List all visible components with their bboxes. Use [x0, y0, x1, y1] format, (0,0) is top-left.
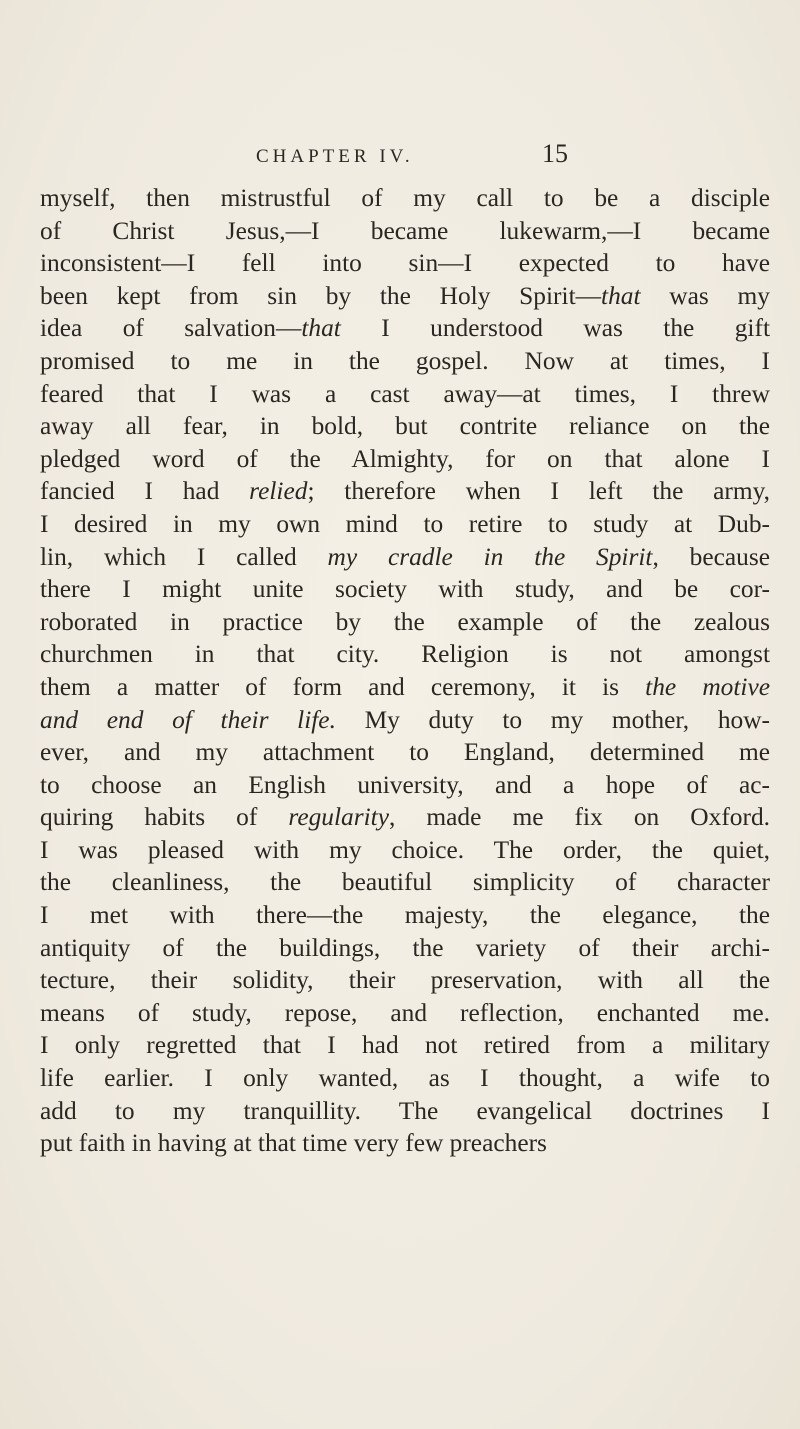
text-segment: of Christ Jesus,—I became lukewarm,—I became [40, 216, 770, 245]
text-line [40, 182, 770, 215]
page-number: 15 [542, 139, 568, 168]
text-segment: pledged word of the Almighty, for on that alone I [40, 444, 770, 473]
italic-text: my cradle in the Spirit [327, 542, 653, 571]
text-segment: myself, then mistrustful of my call to be a disciple [40, 184, 770, 212]
text-line [40, 1062, 770, 1095]
text-segment: ever, and my attachment to England, determined me [40, 738, 770, 767]
text-line [40, 638, 770, 671]
text-segment: tecture, their solidity, their preservation, with all the [40, 966, 770, 995]
text-line [40, 247, 770, 280]
text-line [40, 378, 770, 411]
text-segment: life earlier. I only wanted, as I thought, a wife to [40, 1064, 770, 1093]
text-line [40, 899, 770, 932]
text-segment: been kept from sin by the Holy Spirit— [40, 281, 602, 310]
text-line [40, 345, 770, 378]
text-segment: promised to me in the gospel. Now at times, I [40, 346, 770, 375]
text-segment: feared that I was a cast away—at times, I threw [40, 379, 770, 408]
text-segment: churchmen in that city. Religion is not amongst [40, 640, 770, 669]
text-line [40, 704, 770, 737]
text-line [40, 834, 770, 867]
text-segment: I desired in my own mind to retire to study at Dub- [40, 509, 770, 538]
text-segment: lin, which I called [40, 542, 328, 571]
text-line [40, 1029, 770, 1062]
text-segment: away all fear, in bold, but contrite reliance on the [40, 412, 770, 441]
text-segment: put faith in having at that time very few preachers [40, 1129, 547, 1158]
italic-text: regularity [288, 803, 389, 832]
text-line [40, 769, 770, 802]
text-segment: add to my tranquillity. The evangelical doctrines I [40, 1096, 770, 1125]
text-line [40, 541, 770, 574]
text-line [40, 312, 770, 345]
italic-text: the motive [645, 672, 771, 701]
text-segment: antiquity of the buildings, the variety of their archi- [40, 933, 770, 962]
text-line [40, 280, 770, 313]
text-line [40, 801, 770, 834]
text-line [40, 606, 770, 639]
text-segment: , made me fix on Oxford. [388, 803, 770, 832]
text-segment: fancied I had [40, 477, 250, 506]
text-segment: them a matter of form and ceremony, it is [40, 672, 646, 701]
text-line [40, 410, 770, 443]
text-segment: , because [652, 542, 770, 571]
text-line [40, 475, 770, 508]
text-segment: the cleanliness, the beautiful simplicity of character [40, 868, 770, 897]
text-line [40, 964, 770, 997]
text-segment: I understood was the gift [340, 314, 770, 343]
text-segment: My duty to my mother, how- [335, 705, 770, 734]
italic-text: that [301, 314, 341, 343]
text-segment: ; therefore when I left the army, [307, 477, 770, 506]
italic-text: and end of their life. [40, 705, 336, 734]
text-segment: means of study, repose, and reflection, enchanted me. [40, 998, 770, 1027]
text-segment: I was pleased with my choice. The order, the quiet, [40, 835, 770, 864]
text-segment: quiring habits of [40, 803, 289, 832]
text-segment: was my [640, 281, 770, 310]
text-line [40, 736, 770, 769]
text-segment: roborated in practice by the example of the zealous [40, 607, 770, 636]
text-segment: I met with there—the majesty, the elegance, the [40, 901, 770, 930]
text-segment: there I might unite society with study, and be cor- [40, 575, 770, 604]
italic-text: that [601, 281, 641, 310]
text-segment: to choose an English university, and a hope of ac- [40, 770, 770, 799]
text-line [40, 1127, 770, 1160]
text-segment: I only regretted that I had not retired from a military [40, 1031, 770, 1060]
text-line [40, 573, 770, 606]
text-line [40, 508, 770, 541]
text-line [40, 215, 770, 248]
text-line [40, 1095, 770, 1128]
text-segment: idea of salvation— [40, 314, 302, 343]
text-line [40, 671, 770, 704]
text-line [40, 443, 770, 476]
text-line [40, 997, 770, 1030]
italic-text: relied [249, 477, 308, 506]
body-text [40, 182, 770, 1160]
text-line [40, 932, 770, 965]
running-title: CHAPTER IV. [256, 146, 414, 167]
text-segment: inconsistent—I fell into sin—I expected to have [40, 249, 770, 278]
text-line [40, 866, 770, 899]
